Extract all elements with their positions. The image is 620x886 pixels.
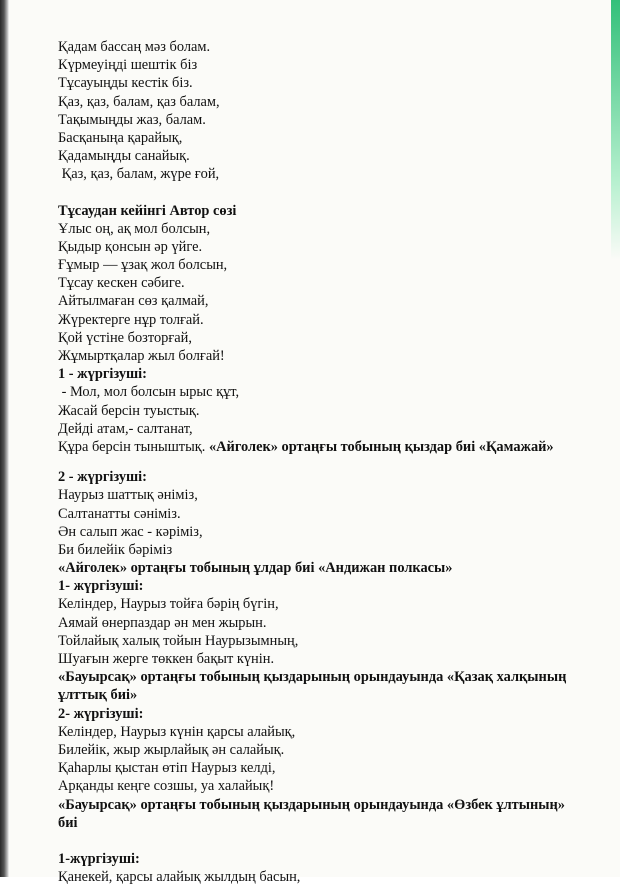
text-line: Қанекей, қарсы алайық жылдың басын, — [58, 869, 301, 886]
text-line: Қаһарлы қыстан өтіп Наурыз келді, — [58, 760, 276, 777]
document-text — [58, 38, 588, 886]
speaker-label: 2- жүргізуші: — [58, 705, 144, 722]
text-line: Наурыз шаттық әніміз, — [58, 487, 198, 504]
performance-title: «Айголек» ортаңғы тобының ұлдар биі «Андижан полкасы» — [58, 560, 453, 577]
page-right-stripe — [611, 0, 620, 260]
text-line: Қой үстіне бозторғай, — [58, 329, 192, 346]
section-heading: Тұсаудан кейінгі Автор сөзі — [58, 202, 237, 219]
performance-title: «Айголек» ортаңғы тобының қыздар биі «Қамажай» — [205, 438, 554, 455]
text-line: - Мол, мол болсын ырыс құт, — [58, 384, 240, 401]
text-line: Арқанды кеңге созшы, уа халайық! — [58, 778, 275, 795]
text-line: Келіндер, Наурыз тойға бәрің бүгін, — [58, 596, 279, 613]
text-line: Жүректерге нұр толғай. — [58, 311, 204, 328]
text-line: Қадам бассаң мәз болам. — [58, 39, 211, 55]
text-line: Қыдыр қонсын әр үйге. — [58, 238, 203, 255]
text-line: Билейік, жыр жырлайық ән салайық. — [58, 741, 285, 758]
text-line: Тұсау кескен сәбиге. — [58, 275, 185, 292]
text-line-with-performance — [58, 438, 588, 456]
text-line: Келіндер, Наурыз күнін қарсы алайық, — [58, 723, 296, 740]
text-line: Қадамыңды санайық. — [58, 148, 190, 165]
speaker-label: 2 - жүргізуші: — [58, 469, 147, 486]
text-line: Дейді атам,- салтанат, — [58, 420, 193, 437]
text-line: Айтылмаған сөз қалмай, — [58, 293, 209, 310]
text-line: Тойлайық халық тойын Наурызымның, — [58, 632, 299, 649]
text-line: Күрмеуіңді шештік біз — [58, 57, 198, 74]
text-line: Қаз, қаз, балам, қаз балам, — [58, 93, 220, 110]
text-line: Қаз, қаз, балам, жүре ғой, — [58, 166, 220, 183]
page-left-edge — [0, 0, 9, 877]
text-line: Тұсауыңды кестік біз. — [58, 75, 193, 92]
text-line: Ұлыс оң, ақ мол болсын, — [58, 220, 211, 237]
text-line: Жасай берсін туыстық. — [58, 402, 200, 419]
text-line: Тақымыңды жаз, балам. — [58, 111, 206, 128]
text-line: Ән салып жас - кәріміз, — [58, 523, 203, 540]
text-line: Ғұмыр — ұзақ жол болсын, — [58, 257, 228, 274]
text-line: Салтанатты сәніміз. — [58, 505, 181, 522]
speaker-label: 1 - жүргізуші: — [58, 366, 147, 383]
text-line: Шуағын жерге төккен бақыт күнін. — [58, 651, 275, 667]
text-line: Аямай өнерпаздар ән мен жырын. — [58, 614, 267, 631]
performance-title: «Бауырсақ» ортаңғы тобының қыздарының орындауында «Өзбек ұлтының» биі — [58, 796, 565, 831]
text-line: Жұмыртқалар жыл болғай! — [58, 348, 225, 364]
speaker-label: 1- жүргізуші: — [58, 578, 144, 595]
performance-title: «Бауырсақ» ортаңғы тобының қыздарының орындауында «Қазақ халқының ұлттық биі» — [58, 669, 567, 704]
text-line: Басқаныңа қарайық, — [58, 129, 183, 146]
text-line: Құра берсін тыныштық. — [58, 438, 206, 455]
text-line: Би билейік бәріміз — [58, 541, 173, 558]
speaker-label: 1-жүргізуші: — [58, 850, 140, 867]
